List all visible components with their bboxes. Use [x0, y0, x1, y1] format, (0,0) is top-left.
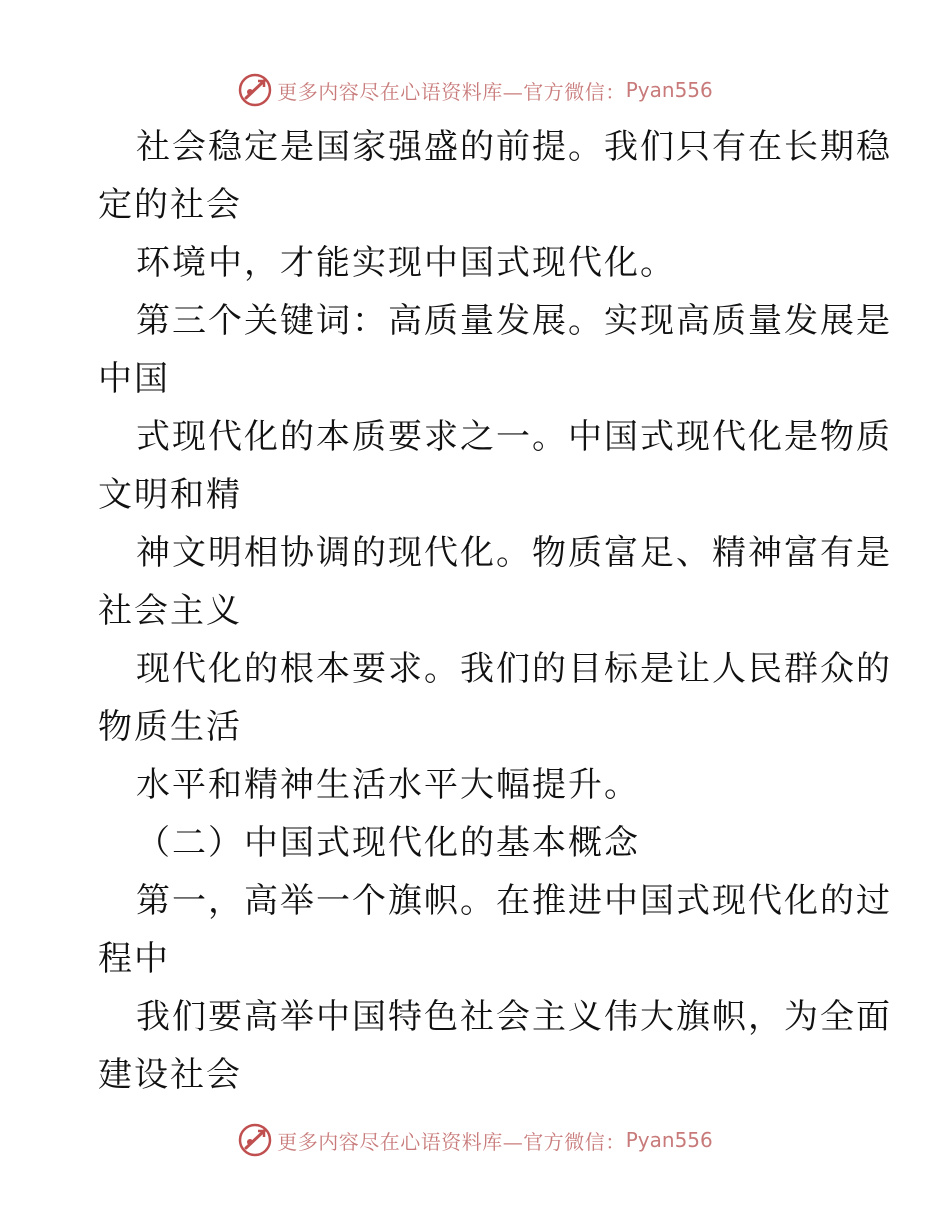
text-line: 现代化的根本要求。我们的目标是让人民群众的 — [136, 649, 892, 689]
text-line: 式现代化的本质要求之一。中国式现代化是物质 — [136, 417, 892, 457]
text-line: 物质生活 — [98, 707, 242, 747]
text-line: 我们要高举中国特色社会主义伟大旗帜，为全面 — [136, 997, 892, 1037]
text-line: 神文明相协调的现代化。物质富足、精神富有是 — [136, 533, 892, 573]
text-line: 中国 — [98, 359, 170, 399]
text-line: 社会主义 — [98, 591, 242, 631]
footer-banner — [0, 1120, 950, 1160]
banner-text: 更多内容尽在心语资料库—官方微信： — [277, 1129, 626, 1154]
text-line: 文明和精 — [98, 475, 242, 515]
text-line: 程中 — [98, 939, 170, 979]
text-line: 环境中，才能实现中国式现代化。 — [136, 243, 676, 283]
text-line: 建设社会 — [98, 1055, 242, 1095]
document-body — [98, 118, 892, 1104]
logo-icon — [237, 72, 273, 108]
logo-icon — [237, 1122, 273, 1158]
text-line: （二）中国式现代化的基本概念 — [136, 823, 640, 863]
banner-wechat-id: Pyan556 — [625, 78, 713, 102]
header-banner — [0, 70, 950, 110]
text-line: 第一，高举一个旗帜。在推进中国式现代化的过 — [136, 881, 892, 921]
text-line: 水平和精神生活水平大幅提升。 — [136, 765, 640, 805]
banner-text: 更多内容尽在心语资料库—官方微信： — [277, 79, 626, 104]
banner-wechat-id: Pyan556 — [625, 1128, 713, 1152]
text-line: 社会稳定是国家强盛的前提。我们只有在长期稳 — [136, 127, 892, 167]
text-line: 定的社会 — [98, 185, 242, 225]
text-line: 第三个关键词：高质量发展。实现高质量发展是 — [136, 301, 892, 341]
